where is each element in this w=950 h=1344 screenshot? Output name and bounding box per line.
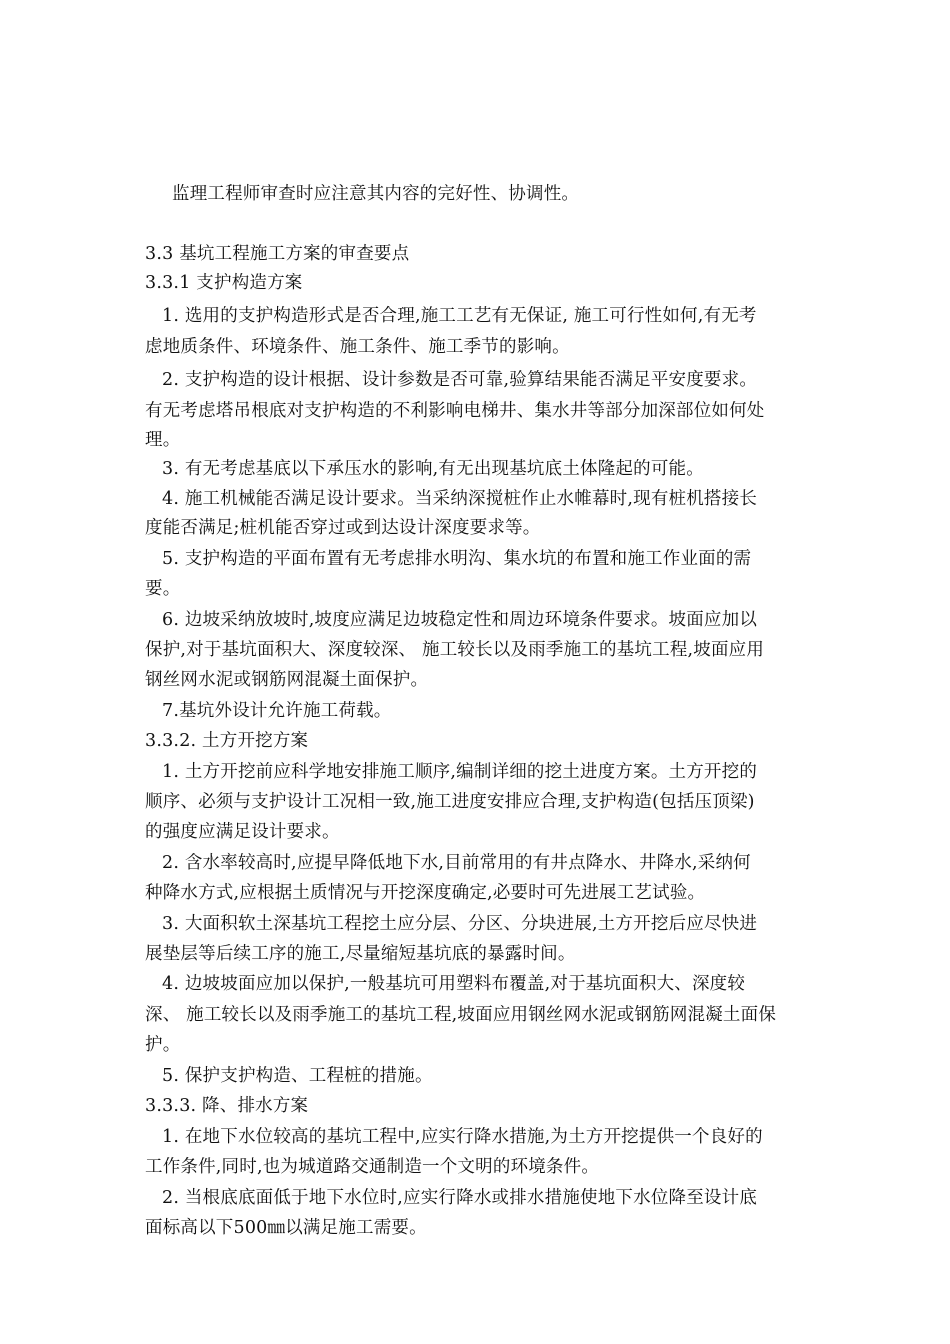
item-3-3-1-2-line-2: 有无考虑塔吊根底对支护构造的不利影响电梯井、集水井等部分加深部位如何处 [145, 401, 765, 421]
item-3-3-2-3-line-1: 3. 大面积软土深基坑工程挖土应分层、分区、分块进展,土方开挖后应尽快进 [162, 914, 758, 934]
item-3-3-2-1-line-3: 的强度应满足设计要求。 [145, 822, 340, 842]
item-3-3-2-4-line-1: 4. 边坡坡面应加以保护,一般基坑可用塑料布覆盖,对于基坑面积大、深度较 [162, 974, 746, 994]
item-3-3-3-1-line-1: 1. 在地下水位较高的基坑工程中,应实行降水措施,为土方开挖提供一个良好的 [162, 1127, 763, 1147]
item-3-3-2-5-line-1: 5. 保护支护构造、工程桩的措施。 [162, 1066, 433, 1086]
item-3-3-1-2-line-1: 2. 支护构造的设计根据、设计参数是否可靠,验算结果能否满足平安度要求。 [162, 370, 758, 390]
item-3-3-1-7-line-1: 7.基坑外设计允许施工荷载。 [162, 701, 392, 721]
item-3-3-1-5-line-1: 5. 支护构造的平面布置有无考虑排水明沟、集水坑的布置和施工作业面的需 [162, 549, 752, 569]
subsection-heading-3-3-3: 3.3.3. 降、排水方案 [145, 1096, 309, 1116]
item-3-3-2-4-line-2: 深、 施工较长以及雨季施工的基坑工程,坡面应用钢丝网水泥或钢筋网混凝土面保 [145, 1005, 777, 1025]
item-3-3-2-2-line-1: 2. 含水率较高时,应提早降低地下水,目前常用的有井点降水、井降水,采纳何 [162, 853, 751, 873]
item-3-3-2-2-line-2: 种降水方式,应根据土质情况与开挖深度确定,必要时可先进展工艺试验。 [145, 883, 706, 903]
subsection-heading-3-3-2: 3.3.2. 土方开挖方案 [145, 731, 309, 751]
item-3-3-1-4-line-1: 4. 施工机械能否满足设计要求。当采纳深搅桩作止水帷幕时,现有桩机搭接长 [162, 489, 758, 509]
item-3-3-2-1-line-1: 1. 土方开挖前应科学地安排施工顺序,编制详细的挖土进度方案。土方开挖的 [162, 762, 758, 782]
item-3-3-2-4-line-3: 护。 [145, 1035, 181, 1055]
item-3-3-2-3-line-2: 展垫层等后续工序的施工,尽量缩短基坑底的暴露时间。 [145, 944, 576, 964]
subsection-heading-3-3-1: 3.3.1 支护构造方案 [145, 273, 303, 293]
item-3-3-1-4-line-2: 度能否满足;桩机能否穿过或到达设计深度要求等。 [145, 518, 541, 538]
item-3-3-2-1-line-2: 顺序、必须与支护设计工况相一致,施工进度安排应合理,支护构造(包括压顶梁) [145, 792, 755, 812]
item-3-3-1-2-line-3: 理。 [145, 430, 181, 450]
item-3-3-1-1-line-1: 1. 选用的支护构造形式是否合理,施工工艺有无保证, 施工可行性如何,有无考 [162, 306, 757, 326]
intro-paragraph: 监理工程师审查时应注意其内容的完好性、协调性。 [172, 184, 580, 204]
item-3-3-1-6-line-3: 钢丝网水泥或钢筋网混凝土面保护。 [145, 670, 429, 690]
item-3-3-1-6-line-1: 6. 边坡采纳放坡时,坡度应满足边坡稳定性和周边环境条件要求。坡面应加以 [162, 610, 758, 630]
item-3-3-3-2-line-2: 面标高以下500㎜以满足施工需要。 [145, 1218, 427, 1238]
item-3-3-3-2-line-1: 2. 当根底底面低于地下水位时,应实行降水或排水措施使地下水位降至设计底 [162, 1188, 758, 1208]
item-3-3-3-1-line-2: 工作条件,同时,也为城道路交通制造一个文明的环境条件。 [145, 1157, 600, 1177]
item-3-3-1-3-line-1: 3. 有无考虑基底以下承压水的影响,有无出现基坑底土体隆起的可能。 [162, 459, 704, 479]
item-3-3-1-1-line-2: 虑地质条件、环境条件、施工条件、施工季节的影响。 [145, 337, 570, 357]
item-3-3-1-6-line-2: 保护,对于基坑面积大、深度较深、 施工较长以及雨季施工的基坑工程,坡面应用 [145, 640, 765, 660]
item-3-3-1-5-line-2: 要。 [145, 579, 181, 599]
section-heading-3-3: 3.3 基坑工程施工方案的审查要点 [145, 244, 410, 264]
